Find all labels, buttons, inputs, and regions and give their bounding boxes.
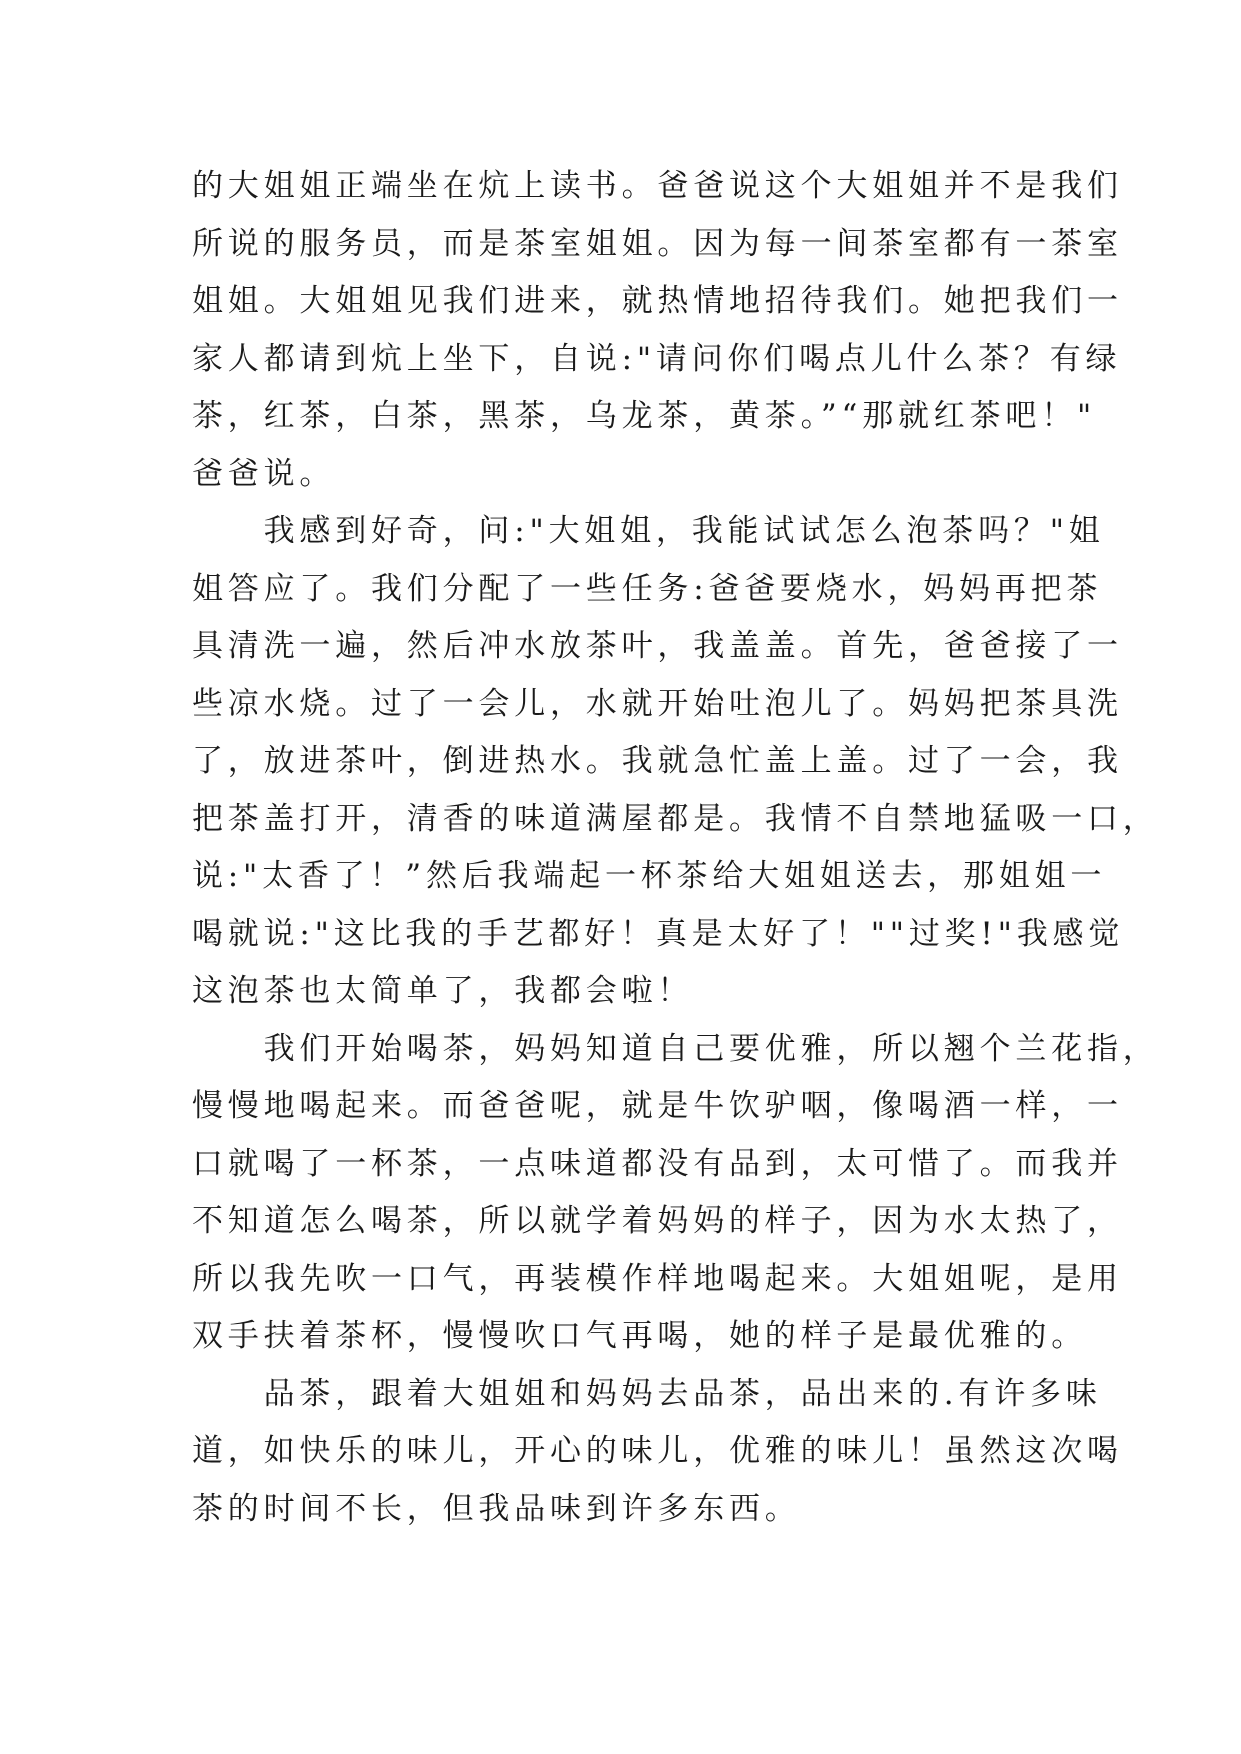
- text-line: 把茶盖打开，清香的味道满屋都是。我情不自禁地猛吸一口，: [192, 800, 1159, 837]
- text-line: 喝就说:"这比我的手艺都好！真是太好了！""过奖!"我感觉: [192, 915, 1125, 952]
- text-line: 口就喝了一杯茶，一点味道都没有品到，太可惜了。而我并: [192, 1145, 1123, 1182]
- text-line: 这泡茶也太简单了，我都会啦！: [192, 973, 694, 1009]
- text-line: 双手扶着茶杯，慢慢吹口气再喝，她的样子是最优雅的。: [192, 1318, 1087, 1354]
- text-line: 姐姐。大姐姐见我们进来，就热情地招待我们。她把我们一: [192, 283, 1123, 319]
- text-line: 茶的时间不长，但我品味到许多东西。: [192, 1490, 801, 1527]
- paragraph-2: [192, 503, 1159, 1021]
- paragraph-3: [192, 1021, 1159, 1366]
- document-body: [192, 158, 1159, 1538]
- text-line: 品茶，跟着大姐姐和妈妈去品茶，品出来的.有许多味: [192, 1375, 1102, 1412]
- text-line: 所说的服务员，而是茶室姐姐。因为每一间茶室都有一茶室: [192, 225, 1123, 262]
- text-line: 茶，红茶，白茶，黑茶，乌龙茶，黄茶。”“那就红茶吧！": [192, 398, 1097, 434]
- text-line: 爸爸说。: [192, 455, 336, 492]
- text-line: 的大姐姐正端坐在炕上读书。爸爸说这个大姐姐并不是我们: [192, 168, 1123, 204]
- text-line: 不知道怎么喝茶，所以就学着妈妈的样子，因为水太热了，: [192, 1203, 1123, 1239]
- text-line: 了，放进茶叶，倒进热水。我就急忙盖上盖。过了一会，我: [192, 743, 1123, 779]
- text-line: 具清洗一遍，然后冲水放茶叶，我盖盖。首先，爸爸接了一: [192, 628, 1123, 664]
- text-line: 所以我先吹一口气，再装模作样地喝起来。大姐姐呢，是用: [192, 1260, 1123, 1297]
- text-line: 我感到好奇，问:"大姐姐，我能试试怎么泡茶吗？"姐: [192, 513, 1105, 549]
- paragraph-4: [192, 1366, 1123, 1539]
- text-line: 我们开始喝茶，妈妈知道自己要优雅，所以翘个兰花指，: [192, 1030, 1159, 1067]
- text-line: 慢慢地喝起来。而爸爸呢，就是牛饮驴咽，像喝酒一样，一: [192, 1088, 1123, 1124]
- text-line: 些凉水烧。过了一会儿，水就开始吐泡儿了。妈妈把茶具洗: [192, 685, 1123, 722]
- paragraph-1: [192, 158, 1123, 503]
- text-line: 道，如快乐的味儿，开心的味儿，优雅的味儿！虽然这次喝: [192, 1433, 1123, 1469]
- text-line: 说:"太香了！”然后我端起一杯茶给大姐姐送去，那姐姐一: [192, 858, 1107, 894]
- text-line: 家人都请到炕上坐下，自说:"请问你们喝点儿什么茶？有绿: [192, 340, 1122, 377]
- text-line: 姐答应了。我们分配了一些任务:爸爸要烧水，妈妈再把茶: [192, 570, 1103, 607]
